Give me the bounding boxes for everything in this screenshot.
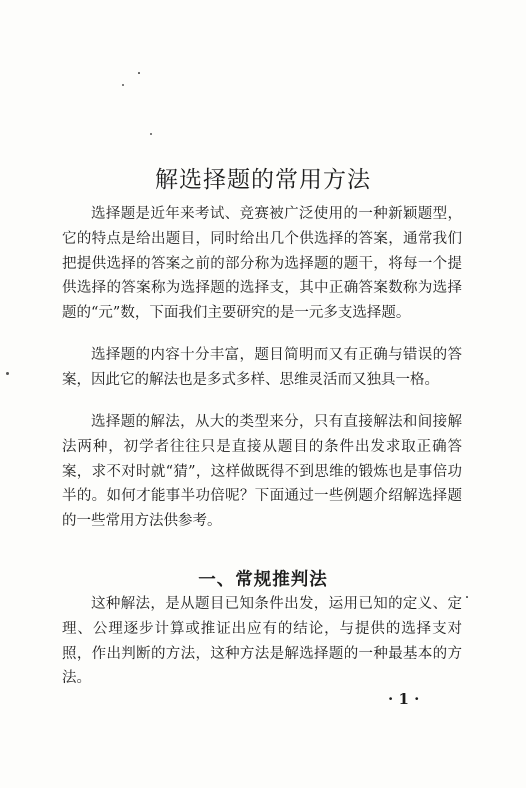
paragraph-text: 这种解法，是从题目已知条件出发，运用已知的定义、定理、公理逐步计算或推证出应有的结论，与提供的选择支对照，作出判断的方法，这种方法是解选择题的一种最基本的方法。 [62,596,462,687]
scan-speck [6,372,9,375]
section-heading: 一、常规推判法 [198,569,328,590]
paragraph-text: 选择题是近年来考试、竞赛被广泛使用的一种新颖题型，它的特点是给出题目，同时给出几个供选择的答案，通常我们把提供选择的答案之前的部分称为选择题的题干，将每一个提供选择的答案称为选择题的选择支，其中正确答案数称为选择题的“元”数，下面我们主要研究的是一元多支选择题。 [62,206,462,322]
intro-paragraph-3 [62,410,462,534]
paragraph-text: 选择题的解法，从大的类型来分，只有直接解法和间接解法两种，初学者往往只是直接从题目的条件出发求取正确答案，求不对时就“猜”，这样做既得不到思维的锻炼也是事倍功半的。如何才能事半功倍呢？下面通过一些例题介绍解选择题的一些常用方法供参考。 [62,414,462,530]
page-number: · 1 · [388,690,420,708]
page-title: 解选择题的常用方法 [155,167,371,194]
scan-speck [466,596,468,598]
scan-speck [138,72,140,74]
scan-speck [150,133,152,135]
intro-paragraph-2 [62,343,462,393]
section-paragraph-1 [62,592,462,691]
intro-paragraph-1 [62,202,462,326]
scan-speck [122,84,124,86]
paragraph-text: 选择题的内容十分丰富，题目简明而又有正确与错误的答案，因此它的解法也是多式多样、思维灵活而又独具一格。 [62,347,462,388]
